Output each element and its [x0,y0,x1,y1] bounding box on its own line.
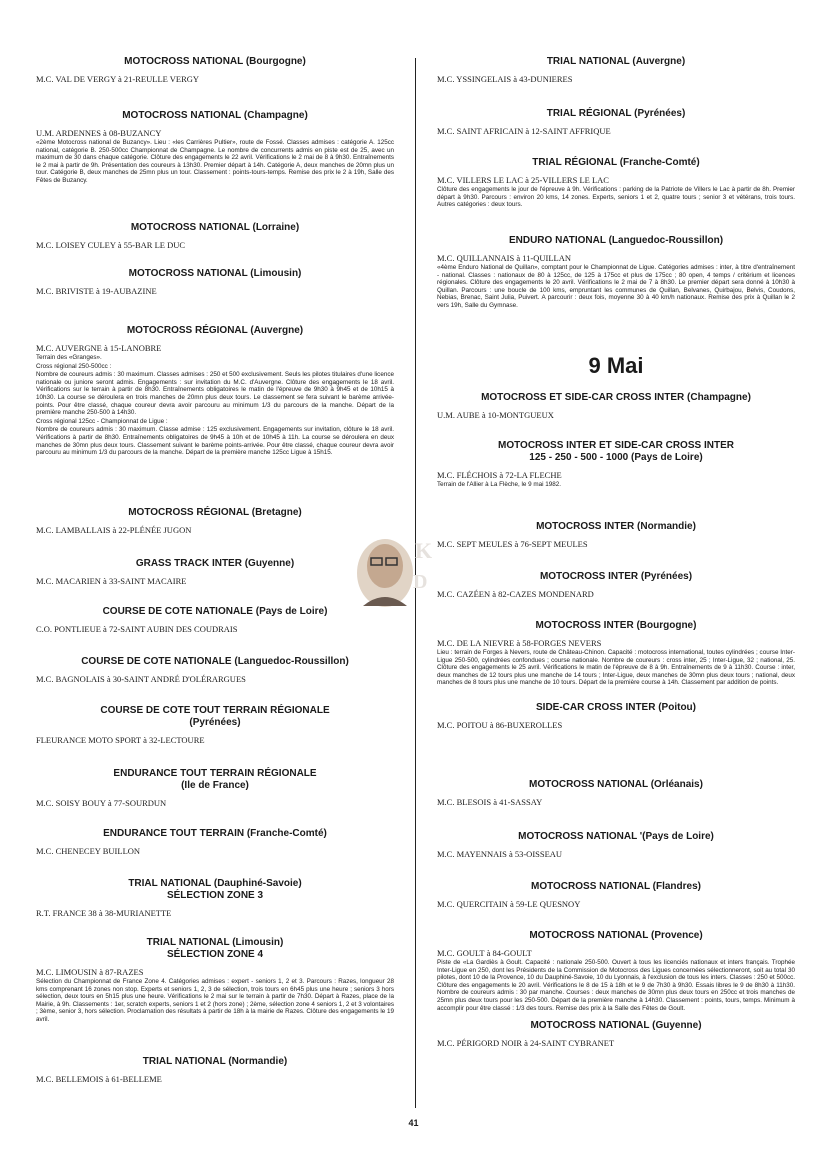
event-entry [437,1020,795,1048]
event-entry [36,828,394,856]
event-subtitle: SÉLECTION ZONE 4 [166,949,264,960]
event-entry [36,937,394,1024]
event-entry [36,606,394,634]
event-subtitle: (Ile de France) [181,780,249,791]
event-details: «2ème Motocross national de Buzancy». Lieu : «les Carrières Pultier», route de Fossé. Classes admises : catégorie A. 125cc national, catégorie B. 250-500cc Championnat de Champagne. Le nombre de concurrents admis en piste est de 25, avec un maximum de 30 dans chaque catégorie. Clôture des engagements le 22 avril. Vérifications le 2 mai de 8 à 9h30. Entraînements le 2 mai à partir de 9h. Présentation des coureurs à 13h30. Premier départ à 14h. Catégorie A, deux manches de 20mn plus un tour. Catégorie B, deux manches de 25mn plus un tour. Classement : points-tours-temps. Remise des prix le 2 à 19h, Salle des Fêtes de Buzancy. [36,139,394,184]
event-entry [36,558,394,586]
event-entry [36,56,394,84]
event-entry [36,656,394,684]
event-entry [437,702,795,730]
event-club: M.C. SOISY BOUY à 77-SOURDUN [36,798,167,808]
event-title: TRIAL NATIONAL (Normandie) [142,1056,288,1067]
event-club: M.C. FLÉCHOIS à 72-LA FLECHE [437,470,562,480]
event-club: M.C. LOISEY CULEY à 55-BAR LE DUC [36,240,186,250]
event-entry [437,108,795,136]
event-club: M.C. CAZÉEN à 82-CAZES MONDENARD [437,589,594,599]
event-entry [437,440,795,489]
event-entry [36,878,394,918]
event-title: ENDURANCE TOUT TERRAIN RÉGIONALE [113,768,317,779]
event-title: COURSE DE COTE NATIONALE (Languedoc-Roussillon) [81,656,349,667]
event-entry [437,521,795,549]
event-entry [437,881,795,909]
event-club: M.C. DE LA NIEVRE à 58-FORGES NEVERS [437,638,602,648]
event-club: M.C. LAMBALLAIS à 22-PLÉNÉE JUGON [36,525,192,535]
event-club: R.T. FRANCE 38 à 38-MURIANETTE [36,908,172,918]
event-entry [437,779,795,807]
event-subtitle: (Pyrénées) [189,717,241,728]
event-details: Terrain des «Granges». [36,354,102,361]
event-entry [36,768,394,808]
event-title: MOTOCROSS NATIONAL (Bourgogne) [124,56,306,67]
event-title: ENDURANCE TOUT TERRAIN (Franche-Comté) [103,828,327,839]
event-club: M.C. YSSINGELAIS à 43-DUNIERES [437,74,573,84]
event-title: TRIAL NATIONAL (Dauphiné-Savoie) [128,878,302,889]
event-title: MOTOCROSS RÉGIONAL (Auvergne) [126,325,304,336]
event-entry [36,705,394,745]
event-club: FLEURANCE MOTO SPORT à 32-LECTOURE [36,735,205,745]
event-details: Lieu : terrain de Forges à Nevers, route de Château-Chinon. Capacité : motocross international, toutes cylindrées ; course Inter-Ligue 250-500, cylindrées confondues ; course nationale. Nombre de coureurs : cross inter, 25 ; Inter-Ligue, 32 ; national, 25. Clôture des engagements le 25 avril. Vérifications le matin de l'épreuve de 8 à 9h. Entraînements de 9 à 11h30. Course : inter, deux manches de 12 tours plus une manche de 14 tours ; Inter-Ligue, deux manches de 30mn plus deux tours ; national, deux manches de 8 tours plus une manche de 10 tours. Départ de la première course à 14h. Classement par addition de points. [437,649,795,687]
event-title: MOTOCROSS NATIONAL '(Pays de Loire) [518,831,714,842]
event-entry [437,831,795,859]
event-title: MOTOCROSS INTER (Normandie) [536,521,696,532]
event-title: MOTOCROSS INTER (Pyrénées) [539,571,693,582]
event-title: MOTOCROSS NATIONAL (Lorraine) [130,222,300,233]
event-entry [437,930,795,1012]
event-details: Nombre de coureurs admis : 30 maximum. Classes admises : 250 et 500 exclusivement. Seuls les pilotes titulaires d'une licence nationale ou juniore seront admis. Engagements : sur invitation du M.C. d'Auvergne. Clôture des engagements le 18 avril. Vérifications sur le terrain à partir de 8h30. Entraînements obligatoires le matin de l'épreuve de 9h30 à 9h45 et de 10h15 à 10h30. La course se déroulera en trois manches de 20mn plus deux tours. Le classement se fera suivant le barème arrivée-points. Pour être classé, chaque coureur devra avoir parcouru au minimum 1/3 du parcours de la manche. Départ de la première manche 250-500 à 14h30. [36,371,394,417]
event-title: MOTOCROSS NATIONAL (Champagne) [122,110,308,121]
event-club: M.C. QUILLANNAIS à 11-QUILLAN [437,253,572,263]
event-title: MOTOCROSS INTER ET SIDE-CAR CROSS INTER [498,440,734,451]
event-title: TRIAL RÉGIONAL (Franche-Comté) [532,157,700,168]
event-details: Clôture des engagements le jour de l'épreuve à 9h. Vérifications : parking de la Patriote de Villers le Lac à partir de 8h. Premier départ à 9h30. Parcours : environ 20 kms, 14 zones. Experts, seniors 1 et 2, quatre tours ; senior 3 et vétérans, trois tours. Autres catégories : deux tours. [437,186,795,209]
event-details: «4ème Enduro National de Quillan», comptant pour le Championnat de Ligue. Catégories admises : inter, à titre d'entraînement - national. Classes : nationaux de 80 à 125cc, de 125 à 175cc et plus de 175cc ; 80 open, 4 temps / critérium et licences régionales. Clôture des engagements le 20 avril. Vérifications le 2 mai de 7 à 8h30. Le premier départ sera donné à 10h30 à Quillan. Parcours : une boucle de 100 kms, empruntant les communes de Quillan, Belvanes, Quirbajou, Belvis, Coudons, Nebias, Brenac, Saint Julia, Puivert. A parcourir : deux fois, moyenne 30 à 40 km/h nationaux. Remise des prix à Quillan le 2 vers 19h, Salle du Gymnase. [437,264,795,309]
event-club: M.C. MAYENNAIS à 53-OISSEAU [437,849,563,859]
event-title: MOTOCROSS NATIONAL (Flandres) [530,881,701,892]
event-details: Cross régional 125cc - Championnat de Ligue : [36,417,168,425]
day-heading: 9 Mai [588,353,644,378]
left-column [36,0,394,1150]
event-club: M.C. BAGNOLAIS à 30-SAINT ANDRÉ D'OLÉRARGUES [36,674,246,684]
event-club: M.C. PÉRIGORD NOIR à 24-SAINT CYBRANET [437,1038,615,1048]
right-column [437,0,795,1150]
event-entry [437,157,795,209]
event-details: Terrain de l'Allier à La Flèche, le 9 mai 1982. [437,481,562,488]
event-club: M.C. VAL DE VERGY à 21-REULLE VERGY [36,74,200,84]
event-subtitle: 125 - 250 - 500 - 1000 (Pays de Loire) [529,452,703,463]
event-club: M.C. POITOU à 86-BUXEROLLES [437,720,563,730]
event-club: M.C. SEPT MEULES à 76-SEPT MEULES [437,539,588,549]
event-subtitle: SÉLECTION ZONE 3 [166,890,264,901]
event-club: U.M. ARDENNES à 08-BUZANCY [36,128,162,138]
event-club: M.C. VILLERS LE LAC à 25-VILLERS LE LAC [437,175,609,185]
event-entry [36,110,394,185]
event-entry [437,235,795,310]
event-details: Sélection du Championnat de France Zone 4. Catégories admises : expert - seniors 1, 2 et 3. Parcours : Razes, longueur 28 kms comprenant 16 zones non stop. Experts et seniors 1, 2, 3 de sélection, trois tours en 6h45 plus une heure ; seniors 3 hors sélection, deux tours en 5h15 plus une heure. Vérifications le 2 mai sur le terrain à partir de 7h30. Départ à Razes, place de la Mairie, à 9h. Classements : 1er, scratch experts, seniors 1 et 2 (hors zone) ; 2ème, sélection zone 4 seniors 1, 2 et 3 volontaires ; 3ème, senior 3, hors sélection. Proclamation des résultats à partir de 18h à la mairie de Razes. Clôture des engagements le 19 avril. [36,978,394,1023]
event-title: MOTOCROSS NATIONAL (Limousin) [128,268,302,279]
event-title: MOTOCROSS INTER (Bourgogne) [535,620,697,631]
event-title: COURSE DE COTE NATIONALE (Pays de Loire) [102,606,328,617]
event-entry [437,392,795,420]
event-title: TRIAL RÉGIONAL (Pyrénées) [546,108,686,119]
event-club: M.C. LIMOUSIN à 87-RAZES [36,967,144,977]
event-club: M.C. QUERCITAIN à 59-LE QUESNOY [437,899,581,909]
event-title: GRASS TRACK INTER (Guyenne) [135,558,295,569]
event-entry [437,571,795,599]
event-details: Nombre de coureurs admis : 30 maximum. Classe admise : 125 exclusivement. Engagements sur invitation, clôture le 18 avril. Vérifications à partir de 8h30. Entraînements obligatoires de 9h45 à 10h et de 10h45 à 11h. La course se déroulera en deux manches de 30mn plus deux tours. Classement suivant le barème points-arrivée. Pour être classé, chaque coureur devra avoir parcouru au minimum 1/3 du parcours de la manche. Départ de la première manche 125cc Ligue à 15h15. [36,426,394,457]
event-title: COURSE DE COTE TOUT TERRAIN RÉGIONALE [100,705,330,716]
event-title: ENDURO NATIONAL (Languedoc-Roussillon) [508,235,724,246]
event-title: MOTOCROSS ET SIDE-CAR CROSS INTER (Champagne) [481,392,751,403]
event-club: M.C. BELLEMOIS à 61-BELLEME [36,1074,162,1084]
event-club: C.O. PONTLIEUE à 72-SAINT AUBIN DES COUDRAIS [36,624,238,634]
event-details: Piste de «La Gardiès à Goult. Capacité : nationale 250-500. Ouvert à tous les licenciés nationaux et inters français. Trophée Inter-Ligue en 250, dont les Présidents de la Commission de Motocross des Ligues concernées sélectionneront, soit au total 30 pilotes, dont 10 de la Provence, 10 du Dauphiné-Savoie, 10 du Lyonnais, à l'exclusion de tous les inters. Classes : 250 et 500cc. Clôture des engagements le 20 avril. Vérifications le 8 de 15 à 18h et le 9 de 7h30 à 9h30. Essais libres le 9 de 8h30 à 11h30. Nombre de coureurs admis : 30 par manche. Courses : deux manches de 30mn plus deux tours en 250cc et trois manches de 25mn plus deux tours pour les 250-500. Départ de la première manche à 14h30. Classement : points, tours, temps. Minimum à accomplir pour être classé : 1/3 des tours. Remise des prix à la Salle des Fêtes de Goult. [437,959,795,1012]
event-entry [437,620,795,687]
svg-text:K: K [415,538,433,563]
event-club: M.C. MACARIEN à 33-SAINT MACAIRE [36,576,187,586]
event-title: TRIAL NATIONAL (Limousin) [146,937,284,948]
event-club: M.C. CHENECEY BUILLON [36,846,141,856]
event-entry [36,1056,394,1084]
event-entry [36,222,394,250]
event-title: MOTOCROSS RÉGIONAL (Bretagne) [128,507,302,518]
event-entry [36,325,394,457]
event-title: SIDE-CAR CROSS INTER (Poitou) [536,702,696,713]
event-club: M.C. AUVERGNE à 15-LANOBRE [36,343,162,353]
event-details: Cross régional 250-500cc : [36,362,112,370]
event-entry [36,507,394,535]
event-title: MOTOCROSS NATIONAL (Guyenne) [530,1020,702,1031]
event-title: MOTOCROSS NATIONAL (Orléanais) [529,779,703,790]
event-title: TRIAL NATIONAL (Auvergne) [546,56,686,67]
event-club: M.C. BLESOIS à 41-SASSAY [437,797,543,807]
event-entry [437,56,795,84]
event-title: MOTOCROSS NATIONAL (Provence) [529,930,703,941]
event-club: M.C. GOULT à 84-GOULT [437,948,532,958]
event-club: M.C. BRIVISTE à 19-AUBAZINE [36,286,157,296]
page-number: 41 [408,1118,419,1128]
event-club: M.C. SAINT AFRICAIN à 12-SAINT AFFRIQUE [437,126,611,136]
svg-text:D: D [413,571,428,593]
event-entry [36,268,394,296]
event-club: U.M. AUBE à 10-MONTGUEUX [437,410,554,420]
portrait-stamp-icon [345,528,435,618]
